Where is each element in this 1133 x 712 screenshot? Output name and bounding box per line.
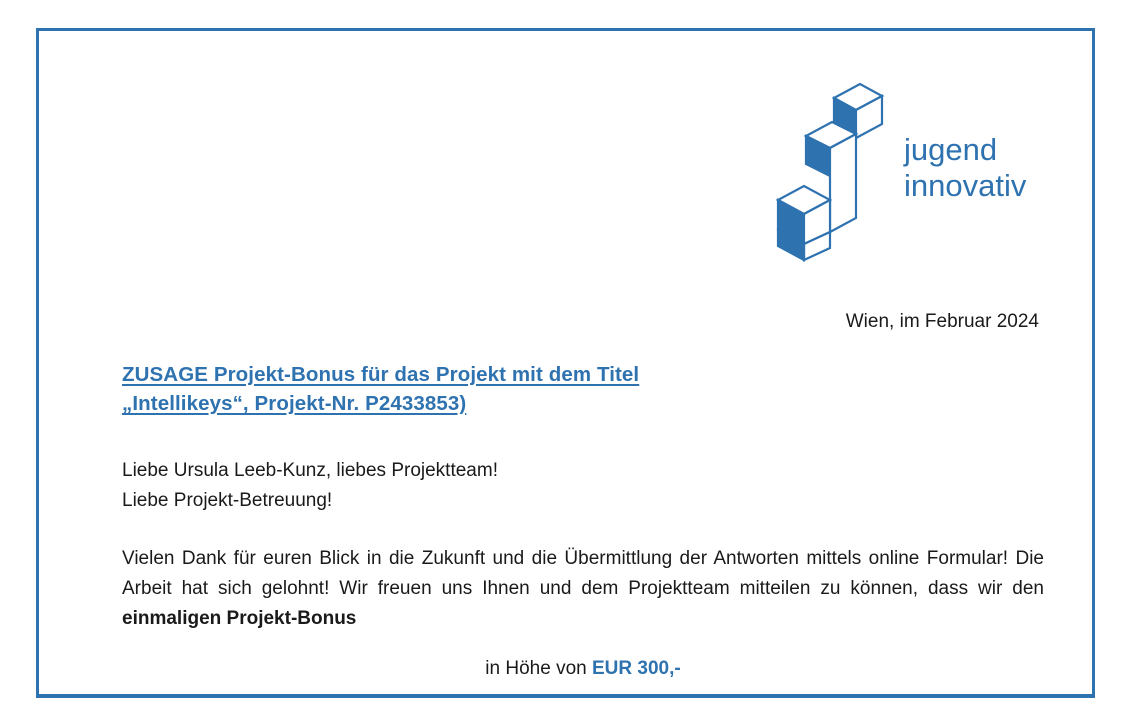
body-paragraph-text: Vielen Dank für euren Blick in die Zukunft und die Übermittlung der Antworten mittels online Formular! Die Arbeit hat sich gelohnt! Wir freuen uns Ihnen und dem Projektteam mitteilen zu können, dass wir den [122, 548, 1044, 599]
logo [756, 76, 1046, 276]
body-paragraph-bold: einmaligen Projekt-Bonus [122, 608, 357, 629]
jugend-innovativ-logo-icon [756, 76, 886, 266]
amount-value: EUR 300,- [591, 658, 681, 679]
subject-line-2: „Intellikeys“, Projekt-Nr. P2433853) [122, 392, 467, 415]
subject-heading [122, 360, 822, 418]
salutation [122, 456, 498, 516]
amount-prefix: in Höhe von [485, 658, 592, 679]
amount-line [122, 658, 1044, 680]
logo-wordmark-line2: innovativ [904, 168, 1027, 203]
subject-line-1: ZUSAGE Projekt-Bonus für das Projekt mit dem Titel [122, 363, 640, 386]
date-line: Wien, im Februar 2024 [845, 311, 1039, 332]
document-content [36, 28, 1095, 696]
logo-wordmark [904, 132, 1026, 204]
body-paragraph [122, 544, 1044, 634]
logo-wordmark-line1: jugend [904, 132, 998, 167]
salutation-line-1: Liebe Ursula Leeb-Kunz, liebes Projektteam! [122, 460, 498, 481]
salutation-line-2: Liebe Projekt-Betreuung! [122, 490, 333, 511]
